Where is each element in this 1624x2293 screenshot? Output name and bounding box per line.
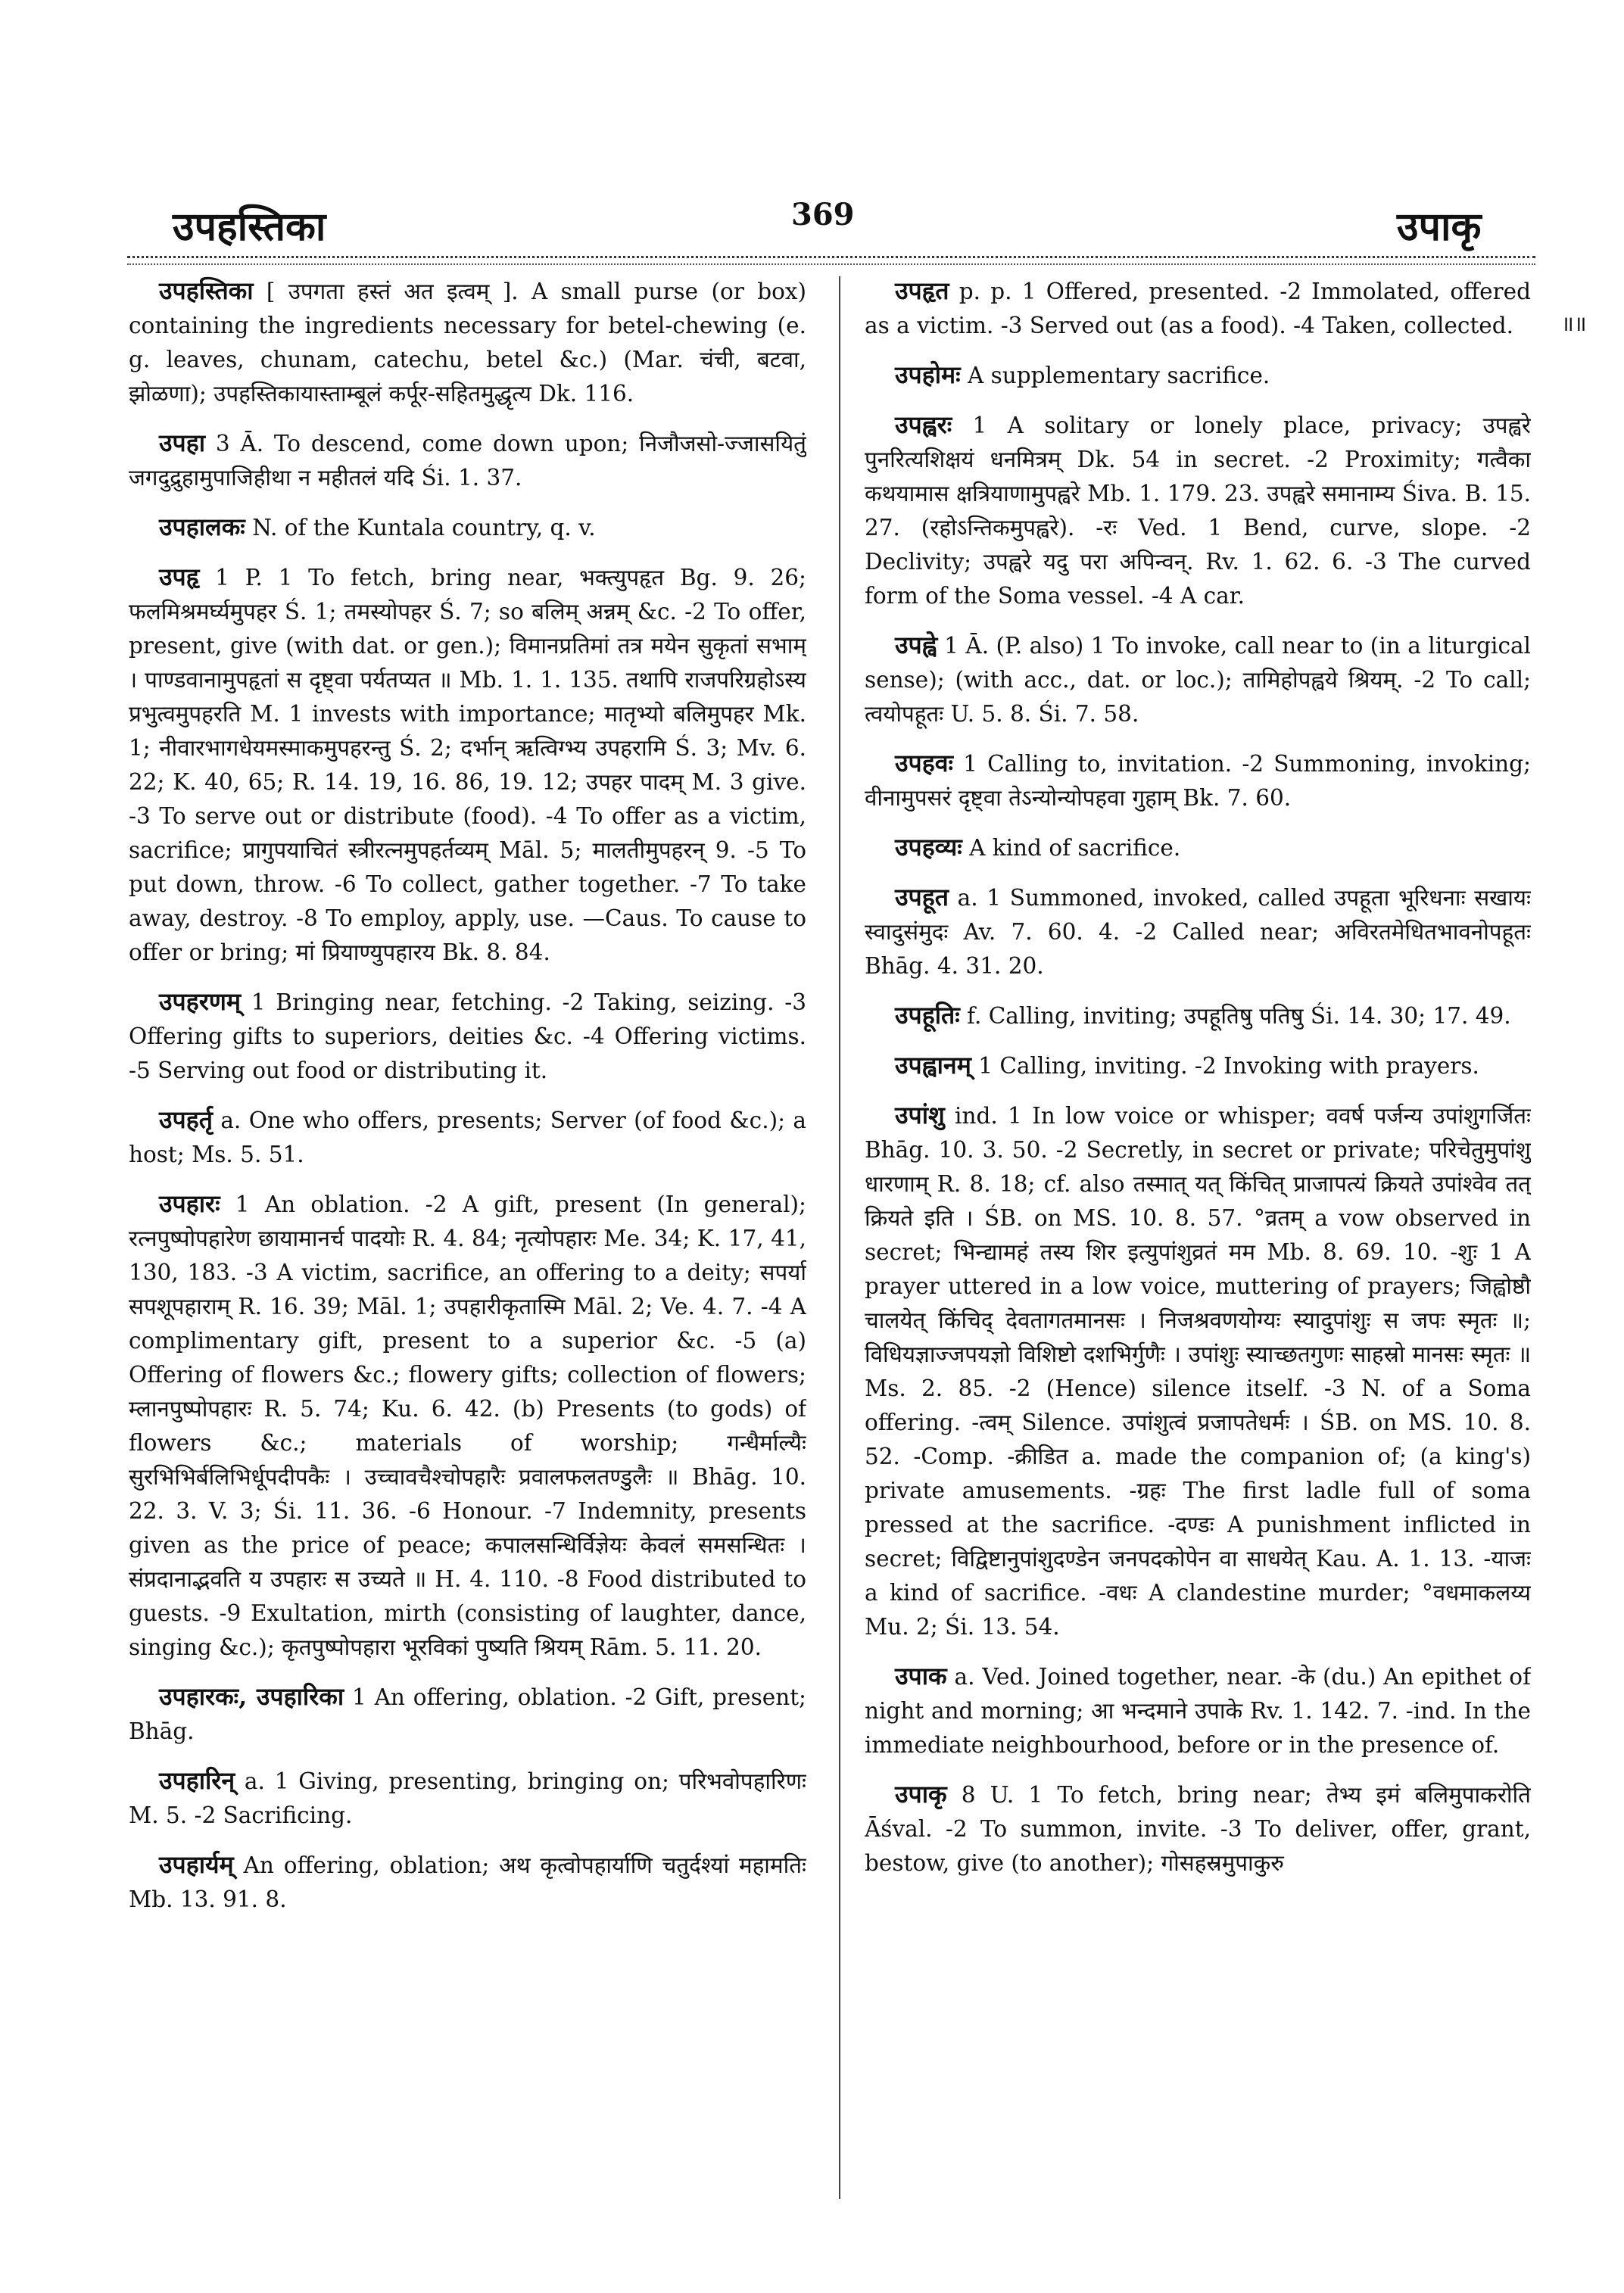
dictionary-entry (865, 830, 1531, 865)
entry-headword: उपहारिन् (159, 1766, 235, 1795)
entry-headword: उपहार्यम् (159, 1850, 234, 1879)
entry-text: a. Ved. Joined together, near. -के (du.) An epithet of night and morning; आ भन्दमाने उपाके Rv. 1. 142. 7. -ind. In the immediate neighbourhood, before or in the presence of. (865, 1664, 1531, 1758)
dictionary-entry (865, 358, 1531, 393)
dictionary-entry (129, 560, 806, 970)
entry-text: An offering, oblation; अथ कृत्वोपहार्याणि चतुर्दश्यां महामतिः Mb. 13. 91. 8. (129, 1852, 806, 1912)
dictionary-entry (865, 1048, 1531, 1083)
entry-headword: उपहोमः (895, 360, 961, 389)
dictionary-entry (865, 1777, 1531, 1880)
dictionary-entry (129, 1680, 806, 1749)
entry-headword: उपांशु (895, 1101, 945, 1129)
entry-text: a. 1 Summoned, invoked, called उपहूता भूरिधनाः सखायः स्वादुसंमुदः Av. 7. 60. 4. -2 Called near; अविरतमेधितभावनोपहूतः Bhāg. 4. 31. 20. (865, 885, 1531, 979)
entry-text: 1 P. 1 To fetch, bring near, भक्त्युपहृत Bg. 9. 26; फलमिश्रमर्घ्यमुपहर Ś. 1; तमस्योपहर Ś. 7; so बलिम् अन्नम् &c. -2 To offer, present, give (with dat. or gen.); विमानप्रतिमां तत्र मयेन सुकृतां सभाम् । पाण्डवानामुपहृतां स दृष्ट्वा पर्यतप्यत ॥ Mb. 1. 1. 135. तथापि राजपरिग्रहोऽस्य प्रभुत्वमुपहरति M. 1 invests with importance; मातृभ्यो बलिमुपहर Mk. 1; नीवारभागधेयमस्माकमुपहरन्तु Ś. 2; दर्भान् ऋत्विग्भ्य उपहरामि Ś. 3; Mv. 6. 22; K. 40, 65; R. 14. 19, 16. 86, 19. 12; उपहर पादम् M. 3 give. -3 To serve out or distribute (food). -4 To offer as a victim, sacrifice; प्रागुपयाचितं स्त्रीरत्नमुपहर्तव्यम् Māl. 5; मालतीमुपहरन् 9. -5 To put down, throw. -6 To collect, gather together. -7 To take away, destroy. -8 To employ, apply, use. —Caus. To cause to offer or bring; मां प्रियाण्युपहारय Bk. 8. 84. (129, 565, 806, 965)
entry-headword: उपहूतिः (895, 1001, 960, 1030)
entry-text: 1 Bringing near, fetching. -2 Taking, seizing. -3 Offering gifts to superiors, deities &c. -4 Offering victims. -5 Serving out food or distributing it. (129, 989, 806, 1083)
dictionary-entry (129, 1103, 806, 1172)
entry-headword: उपहा (159, 428, 205, 457)
dictionary-entry (865, 1659, 1531, 1762)
page-header (0, 0, 1624, 273)
dictionary-entry (129, 1764, 806, 1833)
margin-note: ॥॥ (1561, 311, 1587, 336)
entry-text: 1 Calling, inviting. -2 Invoking with prayers. (971, 1053, 1479, 1079)
right-column (865, 274, 1531, 2242)
entry-headword: उपहृत (895, 276, 949, 305)
entry-text: 1 An oblation. -2 A gift, present (In general); रत्नपुष्पोपहारेण छायामानर्च पादयोः R. 4. 84; नृत्योपहारः Me. 34; K. 17, 41, 130, 183. -3 A victim, sacrifice, an offering to a deity; सपर्या सपशूपहाराम् R. 16. 39; Māl. 1; उपहारीकृतास्मि Māl. 2; Ve. 4. 7. -4 A complimentary gift, present to a superior &c. -5 (a) Offering of flowers &c.; flowery gifts; collection of flowers; म्लानपुष्पोपहारः R. 5. 74; Ku. 6. 42. (b) Presents (to gods) of flowers &c.; materials of worship; गन्धैर्माल्यैः सुरभिभिर्बलिभिर्धूपदीपकैः । उच्चावचैश्चोपहारैः प्रवालफलतण्डुलैः ॥ Bhāg. 10. 22. 3. V. 3; Śi. 11. 36. -6 Honour. -7 Indemnity, presents given as the price of peace; कपालसन्धिर्विज्ञेयः केवलं समसन्धितः । संप्रदानाद्भवति य उपहारः स उच्यते ॥ H. 4. 110. -8 Food distributed to guests. -9 Exultation, mirth (consisting of laughter, dance, singing &c.); कृतपुष्पोपहारा भूरविकां पुष्यति श्रियम् Rām. 5. 11. 20. (129, 1192, 806, 1660)
entry-headword: उपहारकः, उपहारिका (159, 1682, 344, 1711)
entry-text: a. One who offers, presents; Server (of food &c.); a host; Ms. 5. 51. (129, 1108, 806, 1167)
dictionary-entry (129, 1187, 806, 1665)
entry-text: 3 Ā. To descend, come down upon; निजौजसो-ज्जासयितुं जगदुद्रुहामुपाजिहीथा न महीतलं यदि Śi. 1. 37. (129, 431, 806, 491)
entry-headword: उपह्वे (895, 631, 937, 659)
entry-headword: उपहरणम् (159, 987, 242, 1016)
entry-headword: उपहारः (159, 1189, 220, 1218)
entry-headword: उपह्वरः (895, 410, 952, 439)
page-number: 369 (791, 197, 855, 232)
dictionary-entry (129, 274, 806, 411)
entry-headword: उपहृ (159, 562, 200, 591)
entry-headword: उपहर्तृ (159, 1105, 213, 1134)
dictionary-entry (129, 426, 806, 495)
entry-headword: उपाक (895, 1662, 947, 1690)
left-column (129, 274, 806, 2242)
dictionary-entry (129, 510, 806, 545)
entry-headword: उपहव्यः (895, 833, 962, 861)
entry-text: ind. 1 In low voice or whisper; ववर्ष पर्जन्य उपांशुगर्जितः Bhāg. 10. 3. 50. -2 Secretly, in secret or private; परिचेतुमुपांशु धारणाम् R. 8. 18; cf. also तस्मात् यत् किंचित् प्राजापत्यं क्रियते उपांश्वेव तत् क्रियते इति । ŚB. on MS. 10. 8. 57. °व्रतम् a vow observed in secret; भिन्द्यामहं तस्य शिर इत्युपांशुव्रतं मम Mb. 8. 69. 10. -शुः 1 A prayer uttered in a low voice, muttering of prayers; जिह्वोष्ठौ चालयेत् किंचिद् देवतागतमानसः । निजश्रवणयोग्यः स्यादुपांशुः स जपः स्मृतः ॥; विधियज्ञाज्जपयज्ञो विशिष्टो दशभिर्गुणैः । उपांशुः स्याच्छतगुणः साहस्रो मानसः स्मृतः ॥ Ms. 2. 85. -2 (Hence) silence itself. -3 N. of a Soma offering. -त्वम् Silence. उपांशुत्वं प्रजापतेधर्मः । ŚB. on MS. 10. 8. 52. -Comp. -क्रीडित a. made the companion of; (a king's) private amusements. -ग्रहः The first ladle full of soma pressed at the sacrifice. -दण्डः A punishment inflicted in secret; विद्विष्टानुपांशुदण्डेन जनपदकोपेन वा साधयेत् Kau. A. 1. 13. -याजः a kind of sacrifice. -वधः A clandestine murder; °वधमाकलय्य Mu. 2; Śi. 13. 54. (865, 1103, 1531, 1640)
entry-headword: उपहालकः (159, 512, 245, 541)
dictionary-entry (865, 408, 1531, 613)
dictionary-entry (865, 1098, 1531, 1644)
dictionary-entry (865, 274, 1531, 343)
entry-text: 1 A solitary or lonely place, privacy; उपह्वरे पुनरित्यशिक्षयं धनमित्रम् Dk. 54 in secret. -2 Proximity; गत्वैका कथयामास क्षत्रियाणामुपह्वरे Mb. 1. 179. 23. उपह्वरे समानाम्य Śiva. B. 15. 27. (रहोऽन्तिकमुपह्वरे). -रः Ved. 1 Bend, curve, slope. -2 Declivity; उपह्वरे यदु परा अपिन्वन्. Rv. 1. 62. 6. -3 The curved form of the Soma vessel. -4 A car. (865, 413, 1531, 609)
entry-headword: उपहस्तिका (159, 276, 254, 305)
header-right-guide-word: उपाकृ (1397, 204, 1482, 250)
column-divider (839, 276, 840, 2199)
entry-headword: उपह्वानम् (895, 1051, 971, 1080)
dictionary-entry (865, 628, 1531, 731)
entry-headword: उपाकृ (895, 1780, 947, 1809)
dictionary-entry (865, 999, 1531, 1033)
dictionary-entry (865, 880, 1531, 983)
entry-text: [ उपगता हस्तं अत इत्वम् ]. A small purse (or box) containing the ingredients necessary for betel-chewing (e. g. leaves, chunam, catechu, betel &c.) (Mar. चंची, बटवा, झोळणा); उपहस्तिकायास्ताम्बूलं कर्पूर-सहितमुद्धृत्य Dk. 116. (129, 279, 806, 407)
entry-text: A supplementary sacrifice. (960, 363, 1270, 388)
dictionary-entry (129, 985, 806, 1088)
entry-text: a. 1 Giving, presenting, bringing on; परिभवोपहारिणः M. 5. -2 Sacrificing. (129, 1768, 806, 1828)
entry-text: A kind of sacrifice. (962, 835, 1181, 861)
entry-text: N. of the Kuntala country, q. v. (245, 515, 596, 541)
entry-text: 1 Ā. (P. also) 1 To invoke, call near to (in a liturgical sense); (with acc., dat. or loc.); तामिहोपह्वये श्रियम्. -2 To call; त्वयोपहूतः U. 5. 8. Śi. 7. 58. (865, 633, 1531, 727)
header-rule-secondary (127, 263, 1535, 265)
entry-text: 1 Calling to, invitation. -2 Summoning, invoking; वीनामुपसरं दृष्ट्वा तेऽन्योन्योपहवा गुहाम् Bk. 7. 60. (865, 751, 1531, 811)
entry-text: f. Calling, inviting; उपहूतिषु पतिषु Śi. 14. 30; 17. 49. (959, 1003, 1511, 1029)
dictionary-entry (865, 746, 1531, 815)
entry-headword: उपहवः (895, 749, 953, 777)
header-rule (127, 256, 1535, 258)
entry-headword: उपहूत (895, 883, 949, 911)
entry-text: 1 An offering, oblation. -2 Gift, present; Bhāg. (129, 1684, 806, 1744)
entry-text: 8 U. 1 To fetch, bring near; तेभ्य इमं बलिमुपाकरोति Āśval. -2 To summon, invite. -3 To deliver, offer, grant, bestow, give (to another); गोसहस्रमुपाकुरु (865, 1782, 1531, 1876)
entry-text: p. p. 1 Offered, presented. -2 Immolated, offered as a victim. -3 Served out (as a food). -4 Taken, collected. (865, 279, 1531, 338)
dictionary-entry (129, 1848, 806, 1917)
header-left-guide-word: उपहस्तिका (173, 204, 326, 250)
